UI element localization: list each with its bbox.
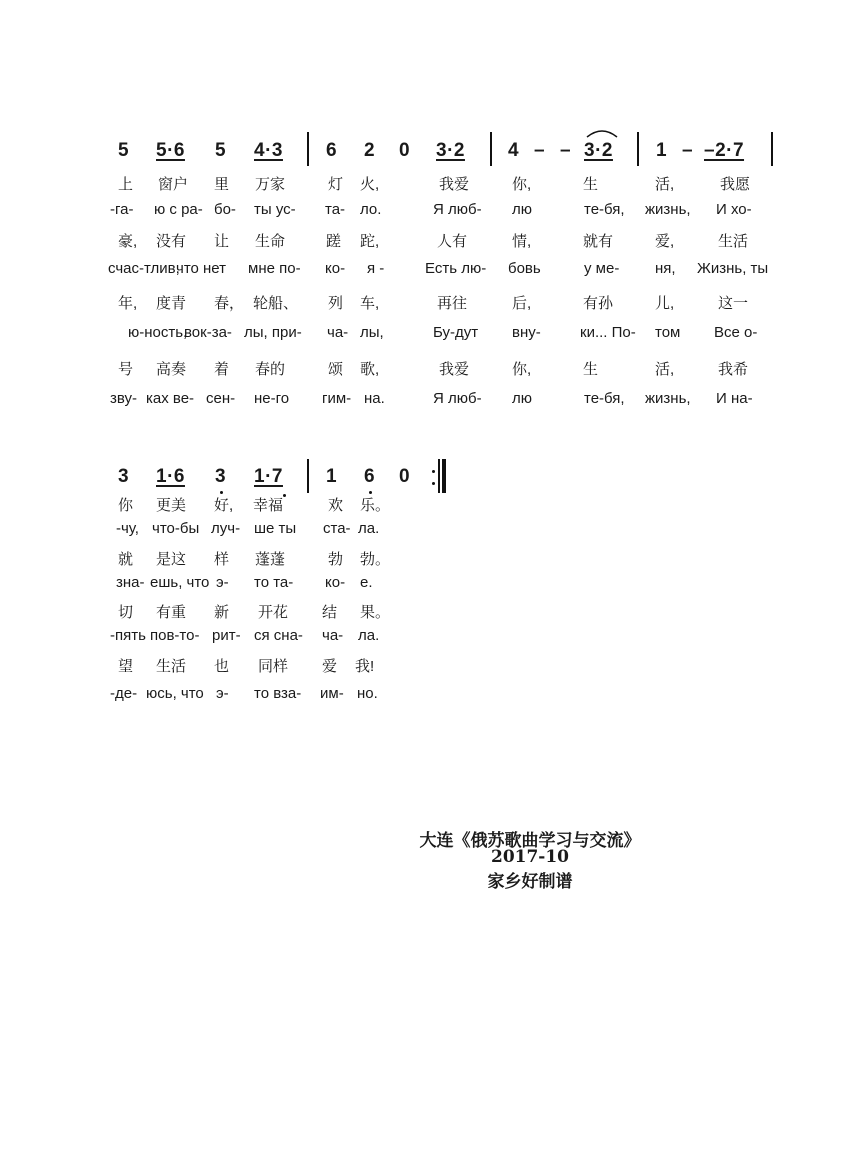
note: 0 (399, 140, 411, 161)
lyric: -чу, (116, 520, 139, 537)
lyric: том (655, 324, 681, 341)
bar-line (438, 459, 440, 493)
lyric: 豪, (118, 233, 138, 250)
final-bar-line (442, 459, 446, 493)
lyric: та- (325, 201, 346, 218)
lyric: не-го (254, 390, 290, 407)
lyric: юсь, что (146, 685, 204, 702)
lyric: 歌, (360, 361, 380, 378)
lyric: ла. (358, 627, 380, 644)
lyric: ко- (325, 260, 346, 277)
lyric: 列 (328, 295, 344, 312)
credits-date: 2017-10 (490, 847, 570, 867)
lyric: 生 (583, 176, 599, 193)
lyric: Я люб- (433, 390, 482, 407)
lyric: 切 (118, 604, 134, 621)
lyric: 同样 (258, 658, 289, 675)
repeat-dot (432, 470, 435, 473)
lyric: Все о- (714, 324, 758, 341)
lyric: 乐。 (360, 497, 391, 514)
lyric: ча- (327, 324, 349, 341)
lyric: 春， (214, 295, 245, 312)
lyric: 就 (118, 551, 134, 568)
lyric: я - (367, 260, 385, 277)
lyric: гим- (322, 390, 352, 407)
lyric: то та- (254, 574, 294, 591)
lyric: 我爱 (439, 176, 470, 193)
lyric: 有孙 (583, 295, 614, 312)
note: 4 (508, 140, 520, 161)
lyric: 是这 (156, 551, 187, 568)
lyric: 你 (118, 497, 134, 514)
lyric: 车, (360, 295, 380, 312)
lyric: 着 (214, 361, 230, 378)
lyric: е. (360, 574, 373, 591)
lyric: те-бя, (584, 390, 625, 407)
lyric: 春的 (255, 361, 286, 378)
lyric: 勃 (328, 551, 344, 568)
repeat-dot (432, 482, 435, 485)
note: 2 (364, 140, 376, 161)
lyric: Жизнь, ты (697, 260, 769, 277)
lyric: ты ус- (254, 201, 296, 218)
lyric: э- (216, 685, 229, 702)
lyric: 人有 (437, 233, 468, 250)
lyric: 生活 (156, 658, 187, 675)
lyric: лы, при- (244, 324, 302, 341)
bar-line (307, 459, 309, 493)
note: 6 (326, 140, 338, 161)
lyric: счас-тлив, (108, 260, 180, 277)
note: 6 (364, 466, 376, 487)
lyric: 果。 (360, 604, 391, 621)
lyric: 勃。 (360, 551, 391, 568)
note: 4·3 (254, 140, 283, 161)
lyric: зву- (110, 390, 138, 407)
lyric: 轮船、 (253, 295, 299, 312)
bar-line (637, 132, 639, 166)
lyric: вок-за- (184, 324, 232, 341)
lyric: что-бы (152, 520, 200, 537)
dash: – (682, 140, 694, 161)
lyric: 新 (214, 604, 230, 621)
note: 3·2 (436, 140, 465, 161)
lyric: 我愿 (720, 176, 751, 193)
lyric: 让 (214, 233, 230, 250)
lyric: 望 (118, 658, 134, 675)
lyric: И на- (716, 390, 753, 407)
lyric: 结 (322, 604, 338, 621)
note: 1 (326, 466, 338, 487)
lyric: -де- (110, 685, 138, 702)
note: 1 (656, 140, 668, 161)
note: 3 (215, 466, 227, 487)
tie-arc (585, 128, 619, 138)
lyric: 蓬蓬 (255, 551, 286, 568)
lyric: те-бя, (584, 201, 625, 218)
lyric: 窗户 (158, 176, 189, 193)
lyric: ешь, что (150, 574, 210, 591)
lyric: бо- (214, 201, 236, 218)
lyric: пов-то- (150, 627, 200, 644)
lyric: лы, (360, 324, 384, 341)
lyric: 生命 (255, 233, 286, 250)
lyric: ки... По- (580, 324, 636, 341)
lyric: 生活 (718, 233, 749, 250)
lyric: 灯 (328, 176, 344, 193)
lyric: 活, (655, 361, 675, 378)
lyric: 我希 (718, 361, 749, 378)
lyric: ках ве- (146, 390, 195, 407)
note: 1·6 (156, 466, 185, 487)
lyric: на. (364, 390, 385, 407)
lyric: у ме- (584, 260, 620, 277)
lyric: ла. (358, 520, 380, 537)
lyric: лю (512, 390, 533, 407)
bar-line (490, 132, 492, 166)
lyric: 没有 (156, 233, 187, 250)
lyric: 再往 (437, 295, 468, 312)
lyric: луч- (211, 520, 241, 537)
dash: – (560, 140, 572, 161)
lyric: мне по- (248, 260, 301, 277)
credits-author: 家乡好制谱 (487, 872, 573, 892)
lyric: 有重 (156, 604, 187, 621)
lyric: 也 (214, 658, 230, 675)
lyric: 开花 (258, 604, 289, 621)
lyric: 你, (512, 176, 532, 193)
lyric: ста- (323, 520, 351, 537)
lyric: ся сна- (254, 627, 303, 644)
lyric: 爱 (322, 658, 338, 675)
lyric: 活, (655, 176, 675, 193)
lyric: 样 (214, 551, 230, 568)
lyric: Я люб- (433, 201, 482, 218)
lyric: Бу-дут (433, 324, 479, 341)
dash: – (534, 140, 546, 161)
lyric: 后, (512, 295, 532, 312)
lyric: 你, (512, 361, 532, 378)
lyric: -пять (110, 627, 146, 644)
note: 5·6 (156, 140, 185, 161)
lyric: 跎, (360, 233, 380, 250)
lyric: ча- (322, 627, 344, 644)
lyric: ко- (325, 574, 346, 591)
lyric: ю-ность, (128, 324, 188, 341)
note: 1·7 (254, 466, 283, 487)
lyric: 颂 (328, 361, 344, 378)
lyric: жизнь, (645, 201, 691, 218)
note: –2·7 (704, 140, 745, 161)
note: 0 (399, 466, 411, 487)
lyric: 好, (214, 497, 234, 514)
lyric: Есть лю- (425, 260, 487, 277)
credits-title: 大连《俄苏歌曲学习与交流》 (419, 831, 641, 851)
lyric: бовь (508, 260, 541, 277)
lyric: 生 (583, 361, 599, 378)
lyric: ше ты (254, 520, 297, 537)
lyric: что нет (176, 260, 227, 277)
lyric: 更美 (156, 497, 187, 514)
lyric: ня, (655, 260, 676, 277)
lyric: 号 (118, 361, 134, 378)
lyric: 高奏 (156, 361, 187, 378)
lyric: им- (320, 685, 344, 702)
bar-line (771, 132, 773, 166)
lyric: 里 (214, 176, 230, 193)
lyric: то вза- (254, 685, 302, 702)
lyric: ю с ра- (154, 201, 203, 218)
lyric: 年, (118, 295, 138, 312)
lyric: 上 (118, 176, 134, 193)
lyric: 儿, (655, 295, 675, 312)
low-octave-dot (283, 494, 286, 497)
lyric: 我爱 (439, 361, 470, 378)
lyric: 度青 (156, 295, 187, 312)
lyric: -га- (110, 201, 134, 218)
lyric: 情, (512, 233, 532, 250)
lyric: 欢 (328, 497, 344, 514)
lyric: 我! (355, 658, 375, 675)
lyric: 这一 (718, 295, 749, 312)
lyric: И хо- (716, 201, 752, 218)
lyric: вну- (512, 324, 541, 341)
lyric: 万家 (255, 176, 286, 193)
lyric: но. (357, 685, 378, 702)
lyric: 蹉 (326, 233, 342, 250)
lyric: 爱, (655, 233, 675, 250)
bar-line (307, 132, 309, 166)
note: 3·2 (584, 140, 613, 161)
note: 5 (215, 140, 227, 161)
note: 3 (118, 466, 130, 487)
lyric: 就有 (583, 233, 614, 250)
lyric: 幸福 (253, 497, 284, 514)
note: 5 (118, 140, 130, 161)
lyric: жизнь, (645, 390, 691, 407)
lyric: ло. (360, 201, 382, 218)
lyric: сен- (206, 390, 236, 407)
lyric: рит- (212, 627, 241, 644)
lyric: э- (216, 574, 229, 591)
lyric: зна- (116, 574, 145, 591)
lyric: лю (512, 201, 533, 218)
lyric: 火, (360, 176, 380, 193)
